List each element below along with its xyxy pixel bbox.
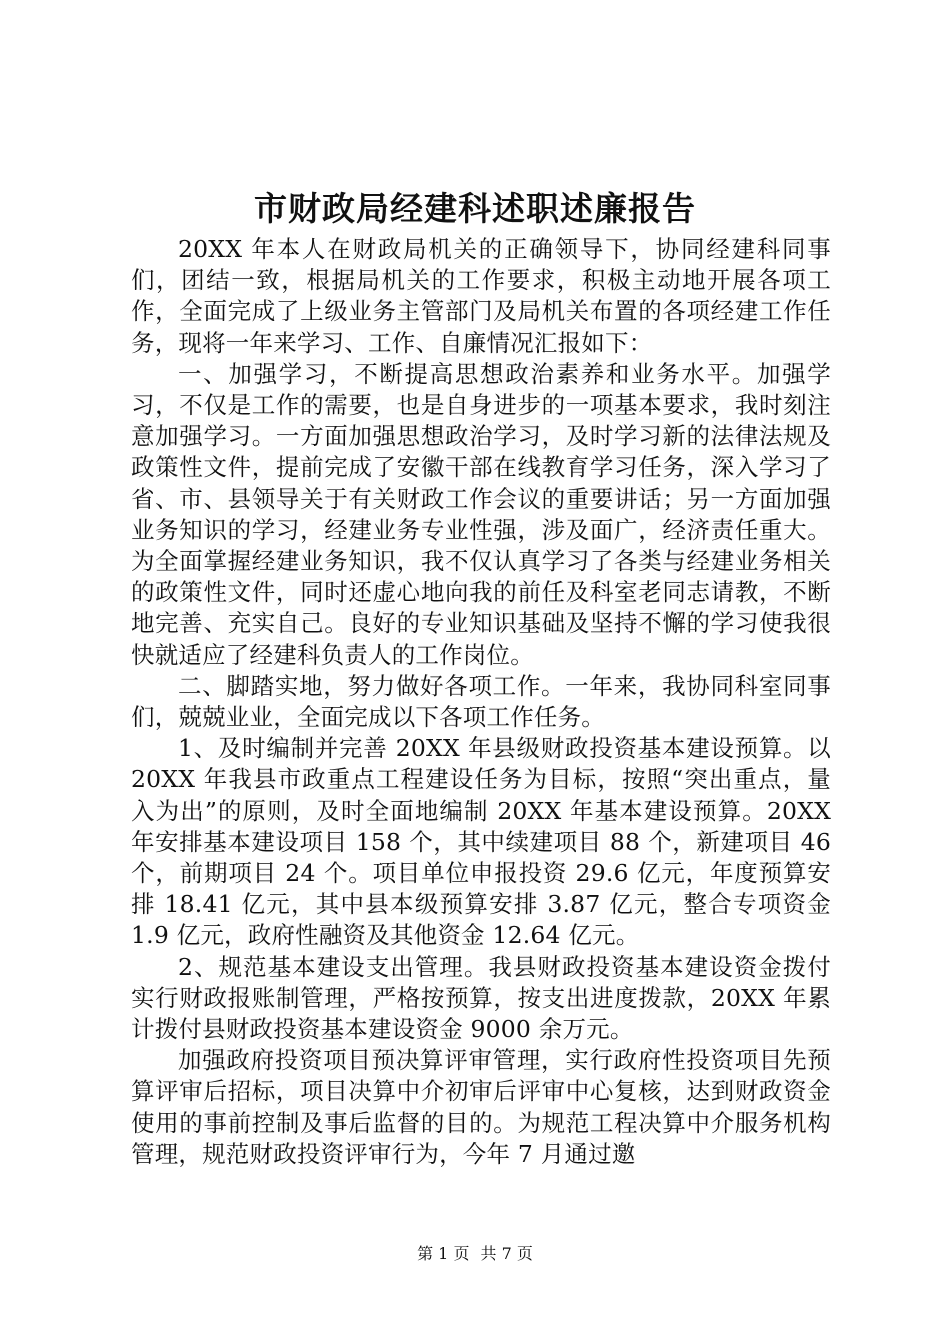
- paragraph-item-2: 2、规范基本建设支出管理。我县财政投资基本建设资金拨付实行财政报账制管理，严格按预算，按支出进度拨款，20XX 年累计拨付县财政投资基本建设资金 9000 余万元。: [131, 952, 831, 1044]
- paragraph-section-1: 一、加强学习，不断提高思想政治素养和业务水平。加强学习，不仅是工作的需要，也是自身进步的一项基本要求，我时刻注意加强学习。一方面加强思想政治学习，及时学习新的法律法规及政策性文件，提前完成了安徽干部在线教育学习任务，深入学习了省、市、县领导关于有关财政工作会议的重要讲话；另一方面加强业务知识的学习，经建业务专业性强，涉及面广，经济责任重大。为全面掌握经建业务知识，我不仅认真学习了各类与经建业务相关的政策性文件，同时还虚心地向我的前任及科室老同志请教，不断地完善、充实自己。良好的专业知识基础及坚持不懈的学习使我很快就适应了经建科负责人的工作岗位。: [131, 359, 831, 669]
- page-footer: [0, 1243, 950, 1265]
- paragraph-review: 加强政府投资项目预决算评审管理，实行政府性投资项目先预算评审后招标，项目决算中介初审后评审中心复核，达到财政资金使用的事前控制及事后监督的目的。为规范工程决算中介服务机构管理，规范财政投资评审行为，今年 7 月通过邀: [131, 1046, 831, 1168]
- document-title: 市财政局经建科述职述廉报告: [254, 189, 696, 228]
- page-total: 共 7 页: [480, 1244, 533, 1263]
- paragraph-intro: 20XX 年本人在财政局机关的正确领导下，协同经建科同事们，团结一致，根据局机关的工作要求，积极主动地开展各项工作，全面完成了上级业务主管部门及局机关布置的各项经建工作任务，现将一年来学习、工作、自廉情况汇报如下：: [131, 235, 831, 357]
- paragraph-section-2: 二、脚踏实地，努力做好各项工作。一年来，我协同科室同事们，兢兢业业，全面完成以下各项工作任务。: [131, 671, 831, 732]
- page-number: 第 1 页: [417, 1244, 470, 1263]
- paragraph-item-1: 1、及时编制并完善 20XX 年县级财政投资基本建设预算。以 20XX 年我县市政重点工程建设任务为目标，按照“突出重点，量入为出”的原则，及时全面地编制 20XX 年基本建设预算。20XX 年安排基本建设项目 158 个，其中续建项目 88 个，新建项目 46 个，前期项目 24 个。项目单位申报投资 29.6 亿元，年度预算安排 18.41 亿元，其中县本级预算安排 3.87 亿元，整合专项资金 1.9 亿元，政府性融资及其他资金 12.64 亿元。: [131, 734, 831, 950]
- document-body: [131, 234, 831, 1170]
